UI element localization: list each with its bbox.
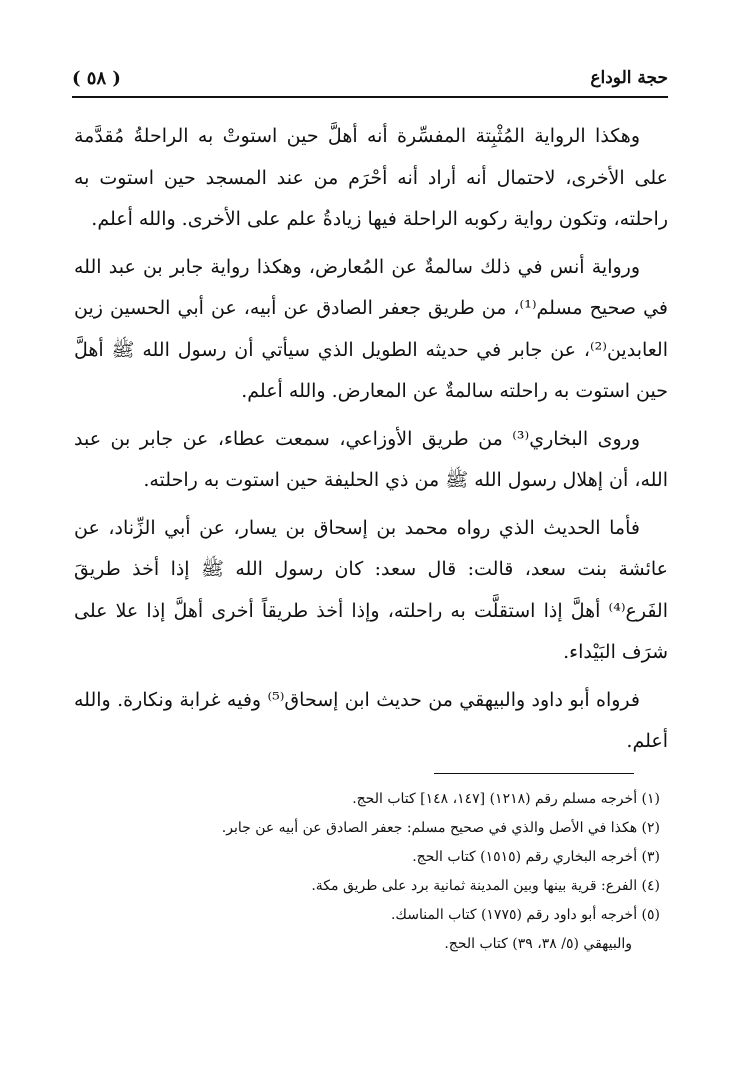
page-header bbox=[72, 68, 668, 94]
paragraph: فأما الحديث الذي رواه محمد بن إسحاق بن يسار، عن أبي الزِّناد، عن عائشة بنت سعد، قالت: قال سعد: كان رسول الله ﷺ إذا أخذ طريقَ الفَرع⁽⁴⁾ أهلَّ إذا استقلَّت به راحلته، وإذا أخذ طريقاً أخرى أهلَّ إذا علا على شرَف البَيْداء. bbox=[74, 516, 668, 663]
footnote: (٤) الفرع: قرية بينها وبين المدينة ثمانية برد على طريق مكة. bbox=[311, 878, 660, 894]
paragraph: وهكذا الرواية المُثْبِتة المفسِّرة أنه أهلَّ حين استوتْ به الراحلةُ مُقدَّمة على الأخرى، لاحتمال أنه أراد أنه أحْرَم من عند المسجد حين استوت به راحلته، وتكون رواية ركوبه الراحلة فيها زيادةُ علم على الأخرى. والله أعلم. bbox=[74, 125, 668, 230]
main-text bbox=[74, 116, 668, 769]
footnote-rule bbox=[434, 773, 634, 774]
footnote: (١) أخرجه مسلم رقم (١٢١٨) [١٤٧، ١٤٨] كتاب الحج. bbox=[352, 791, 660, 807]
page-number: ( ٥٨ ) bbox=[72, 68, 121, 89]
footnote: (٢) هكذا في الأصل والذي في صحيح مسلم: جعفر الصادق عن أبيه عن جابر. bbox=[221, 820, 660, 836]
footnote: (٣) أخرجه البخاري رقم (١٥١٥) كتاب الحج. bbox=[412, 849, 660, 865]
footnote: (٥) أخرجه أبو داود رقم (١٧٧٥) كتاب المناسك. bbox=[390, 907, 660, 923]
paragraph: ورواية أنس في ذلك سالمةٌ عن المُعارض، وهكذا رواية جابر بن عبد الله في صحيح مسلم⁽¹⁾، من طريق جعفر الصادق عن أبيه، عن أبي الحسين زين العابدين⁽²⁾، عن جابر في حديثه الطويل الذي سيأتي أن رسول الله ﷺ أهلَّ حين استوت به راحلته سالمةٌ عن المعارض. والله أعلم. bbox=[74, 255, 668, 402]
paragraph: فرواه أبو داود والبيهقي من حديث ابن إسحاق⁽⁵⁾ وفيه غرابة ونكارة. والله أعلم. bbox=[74, 688, 668, 752]
footnote-continuation: والبيهقي (٥/ ٣٨، ٣٩) كتاب الحج. bbox=[444, 936, 632, 952]
paragraph: وروى البخاري⁽³⁾ من طريق الأوزاعي، سمعت عطاء، عن جابر بن عبد الله، أن إهلال رسول الله ﷺ من ذي الحليفة حين استوت به راحلته. bbox=[74, 427, 668, 491]
header-rule bbox=[72, 96, 668, 98]
running-title: حجة الوداع bbox=[590, 68, 668, 88]
footnotes bbox=[150, 785, 660, 959]
